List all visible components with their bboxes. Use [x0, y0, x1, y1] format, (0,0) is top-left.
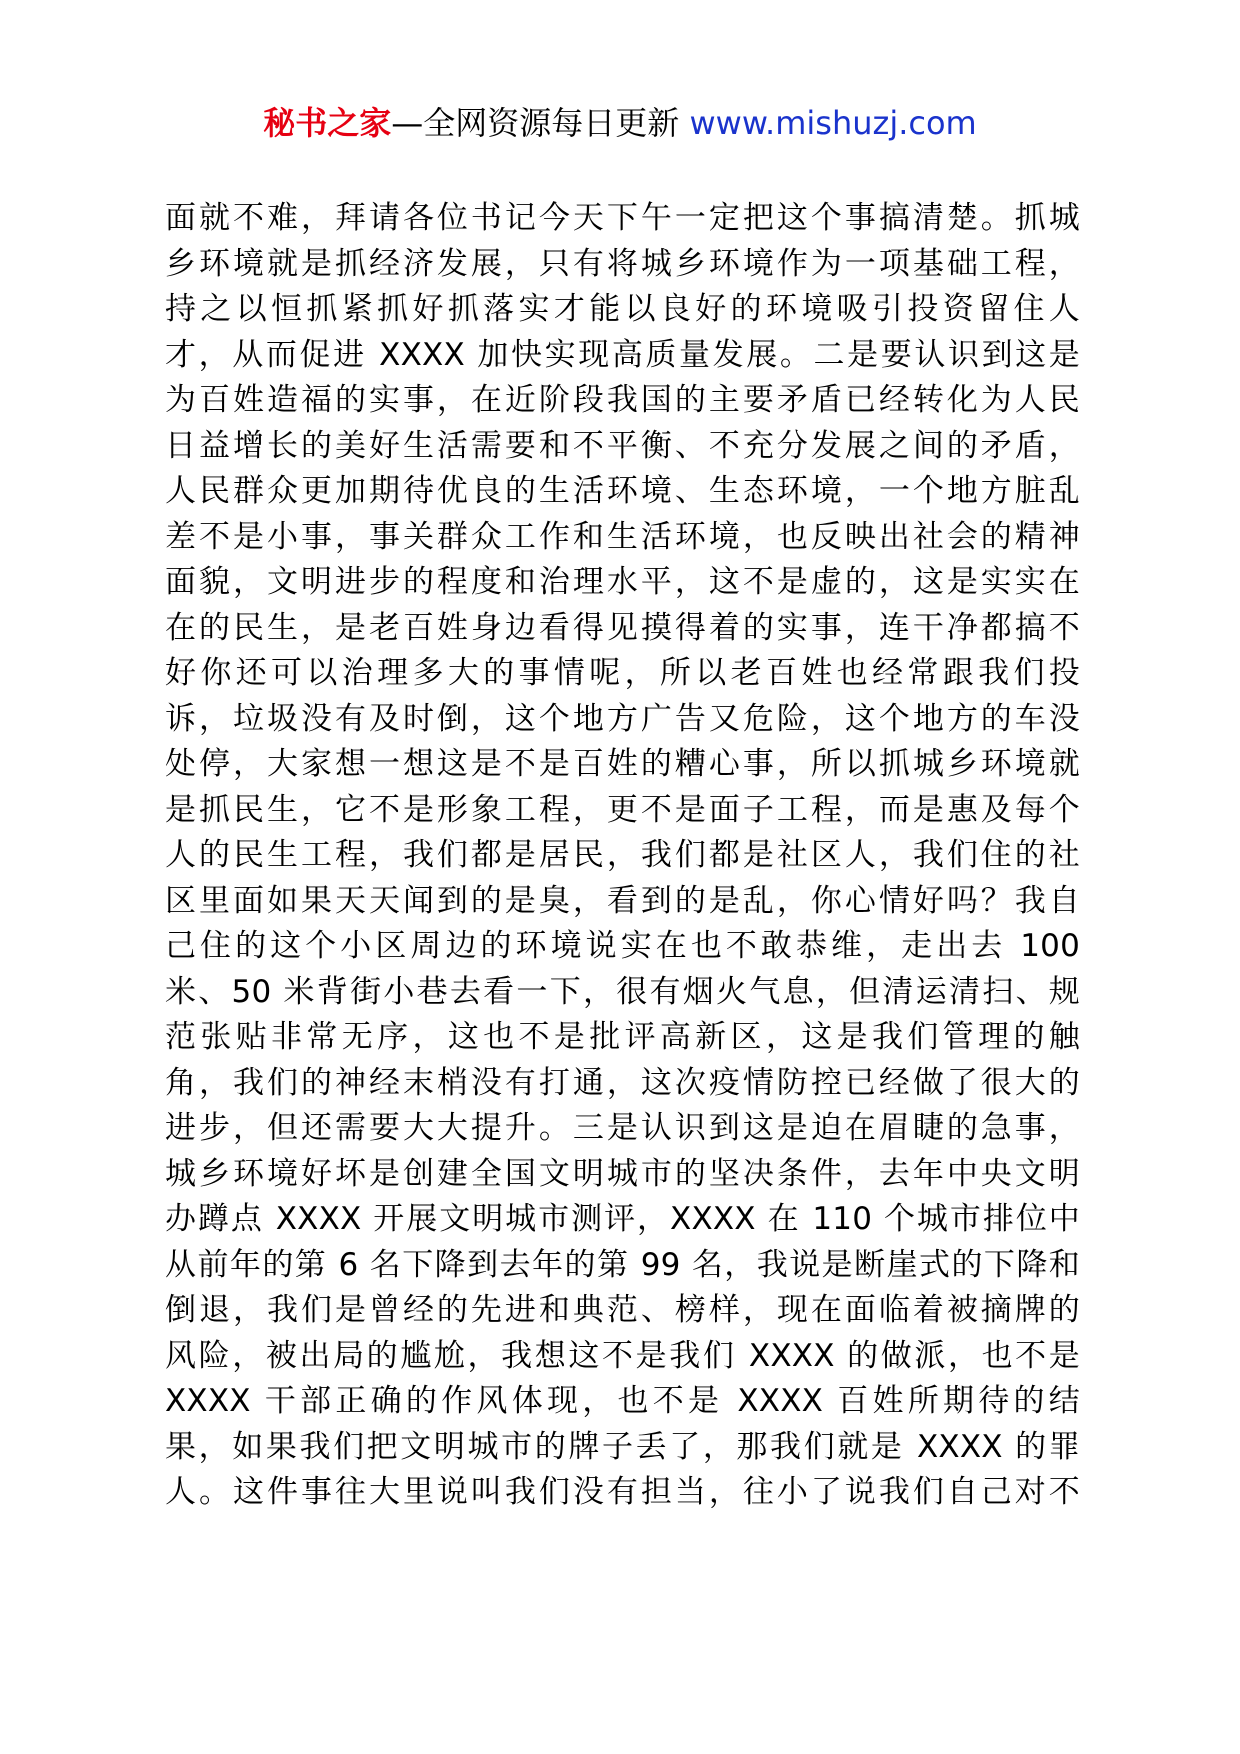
text-line: 城乡环境好坏是创建全国文明城市的坚决条件，去年中央文明	[165, 1155, 1080, 1192]
site-tagline: —全网资源每日更新	[391, 104, 680, 142]
text-line: 人。这件事往大里说叫我们没有担当，往小了说我们自己对不	[165, 1474, 1080, 1510]
text-line: 范张贴非常无序，这也不是批评高新区，这是我们管理的触	[165, 1019, 1080, 1055]
text-line: 区里面如果天天闻到的是臭，看到的是乱，你心情好吗？我自	[165, 882, 1080, 919]
text-line: 人民群众更加期待优良的生活环境、生态环境，一个地方脏乱	[165, 473, 1080, 509]
text-line: 处停，大家想一想这是不是百姓的糟心事，所以抓城乡环境就	[165, 746, 1080, 782]
text-line: 日益增长的美好生活需要和不平衡、不充分发展之间的矛盾，	[165, 427, 1080, 464]
page-header	[0, 98, 1240, 148]
text-line: 乡环境就是抓经济发展，只有将城乡环境作为一项基础工程，	[165, 245, 1080, 282]
text-line: 面貌，文明进步的程度和治理水平，这不是虚的，这是实实在	[165, 564, 1080, 600]
text-line: 在的民生，是老百姓身边看得见摸得着的实事，连干净都搞不	[165, 609, 1080, 646]
text-line: 进步，但还需要大大提升。三是认识到这是迫在眉睫的急事，	[165, 1110, 1080, 1146]
text-line: 果，如果我们把文明城市的牌子丢了，那我们就是 XXXX 的罪	[165, 1428, 1080, 1465]
body-paragraph	[165, 196, 1080, 1516]
text-line: 风险，被出局的尴尬，我想这不是我们 XXXX 的做派，也不是	[165, 1337, 1080, 1374]
text-line: 才，从而促进 XXXX 加快实现高质量发展。二是要认识到这是	[165, 336, 1080, 373]
site-brand: 秘书之家	[263, 104, 392, 142]
text-line: 差不是小事，事关群众工作和生活环境，也反映出社会的精神	[165, 518, 1080, 555]
text-line: 是抓民生，它不是形象工程，更不是面子工程，而是惠及每个	[165, 791, 1080, 828]
text-line: 好你还可以治理多大的事情呢，所以老百姓也经常跟我们投	[165, 655, 1080, 691]
text-line: 诉，垃圾没有及时倒，这个地方广告又危险，这个地方的车没	[165, 700, 1080, 737]
text-line: 倒退，我们是曾经的先进和典范、榜样，现在面临着被摘牌的	[165, 1292, 1080, 1328]
text-line: 为百姓造福的实事，在近阶段我国的主要矛盾已经转化为人民	[165, 382, 1080, 418]
text-line: 米、50 米背街小巷去看一下，很有烟火气息，但清运清扫、规	[165, 973, 1080, 1010]
text-line: 面就不难，拜请各位书记今天下午一定把这个事搞清楚。抓城	[165, 200, 1080, 236]
site-url-link[interactable]: www.mishuzj.com	[689, 104, 977, 142]
text-line: 从前年的第 6 名下降到去年的第 99 名，我说是断崖式的下降和	[165, 1246, 1080, 1283]
text-line: 角，我们的神经末梢没有打通，这次疫情防控已经做了很大的	[165, 1064, 1080, 1101]
text-line: 人的民生工程，我们都是居民，我们都是社区人，我们住的社	[165, 837, 1080, 873]
text-line: 持之以恒抓紧抓好抓落实才能以良好的环境吸引投资留住人	[165, 291, 1080, 327]
text-line: XXXX 干部正确的作风体现，也不是 XXXX 百姓所期待的结	[165, 1383, 1080, 1419]
text-line: 办蹲点 XXXX 开展文明城市测评，XXXX 在 110 个城市排位中	[165, 1201, 1080, 1237]
text-line: 己住的这个小区周边的环境说实在也不敢恭维，走出去 100	[165, 928, 1080, 964]
